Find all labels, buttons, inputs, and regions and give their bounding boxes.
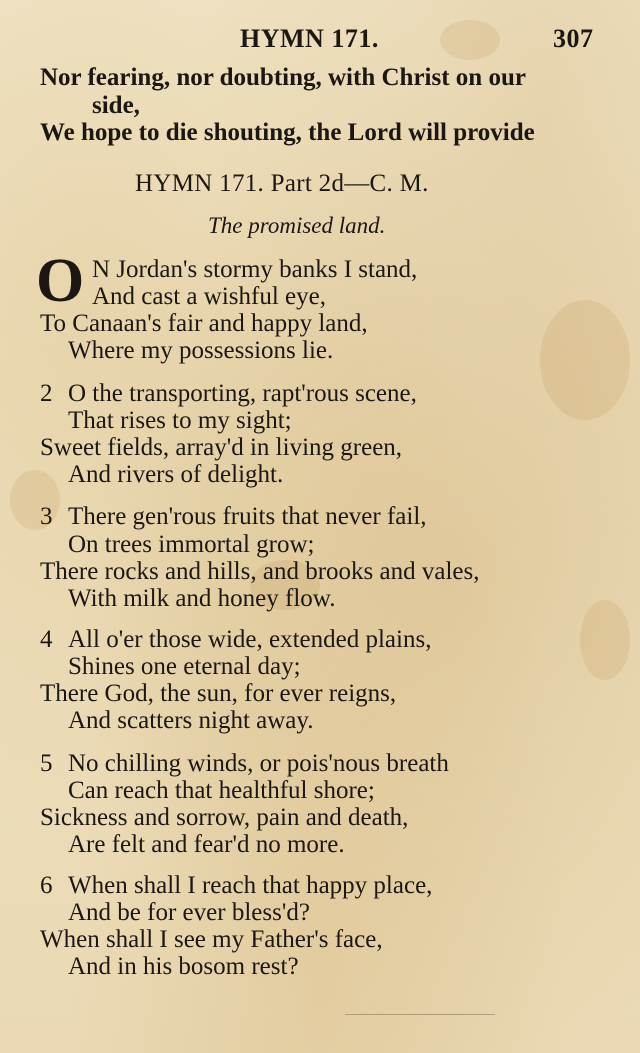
hymn-subtitle: The promised land. (208, 213, 386, 238)
stanza-line: To Canaan's fair and happy land, (40, 310, 368, 337)
stanza-line: No chilling winds, or pois'nous breath (68, 750, 449, 777)
stanza-line: Sweet fields, array'd in living green, (40, 434, 403, 461)
page-number: 307 (553, 24, 594, 53)
paper-stain (440, 20, 500, 60)
stanza-line: There gen'rous fruits that never fail, (68, 503, 427, 530)
stanza-number: 3 (40, 503, 53, 530)
stanza-line: N Jordan's stormy banks I stand, (92, 256, 418, 283)
stanza-line: Where my possessions lie. (68, 337, 334, 364)
stanza-line: O the transporting, rapt'rous scene, (68, 380, 417, 407)
stanza-line: When shall I reach that happy place, (68, 872, 433, 899)
previous-hymn-line: side, (92, 92, 140, 119)
running-title: HYMN 171. (240, 24, 379, 53)
stanza-number: 6 (40, 872, 53, 899)
stanza-line: Are felt and fear'd no more. (68, 831, 345, 858)
stanza-number: 4 (40, 626, 53, 653)
stanza-line: And cast a wishful eye, (92, 283, 326, 310)
stanza-line: All o'er those wide, extended plains, (68, 626, 432, 653)
stanza-line: Shines one eternal day; (68, 653, 301, 680)
stanza-number: 2 (40, 380, 53, 407)
stanza-line: Sickness and sorrow, pain and death, (40, 804, 409, 831)
closing-rule (345, 1014, 495, 1015)
hymn-heading: HYMN 171. Part 2d—C. M. (135, 170, 429, 197)
stanza-line: And rivers of delight. (68, 461, 284, 488)
stanza-line: When shall I see my Father's face, (40, 926, 383, 953)
stanza-number: 5 (40, 750, 53, 777)
paper-stain (10, 470, 60, 530)
stanza-line: That rises to my sight; (68, 407, 292, 434)
stanza-line: There God, the sun, for ever reigns, (40, 680, 397, 707)
stanza-line: On trees immortal grow; (68, 531, 315, 558)
stanza-line: There rocks and hills, and brooks and vales, (40, 558, 480, 585)
paper-stain (580, 600, 630, 680)
stanza-line: Can reach that healthful shore; (68, 777, 375, 804)
drop-cap: O (36, 247, 85, 315)
previous-hymn-line: We hope to die shouting, the Lord will provide (40, 119, 535, 146)
previous-hymn-line: Nor fearing, nor doubting, with Christ on our (40, 64, 526, 91)
stanza-line: And scatters night away. (68, 707, 314, 734)
stanza-line: And be for ever bless'd? (68, 899, 310, 926)
stanza-line: With milk and honey flow. (68, 585, 336, 612)
stanza-line: And in his bosom rest? (68, 953, 299, 980)
paper-stain (540, 300, 630, 420)
